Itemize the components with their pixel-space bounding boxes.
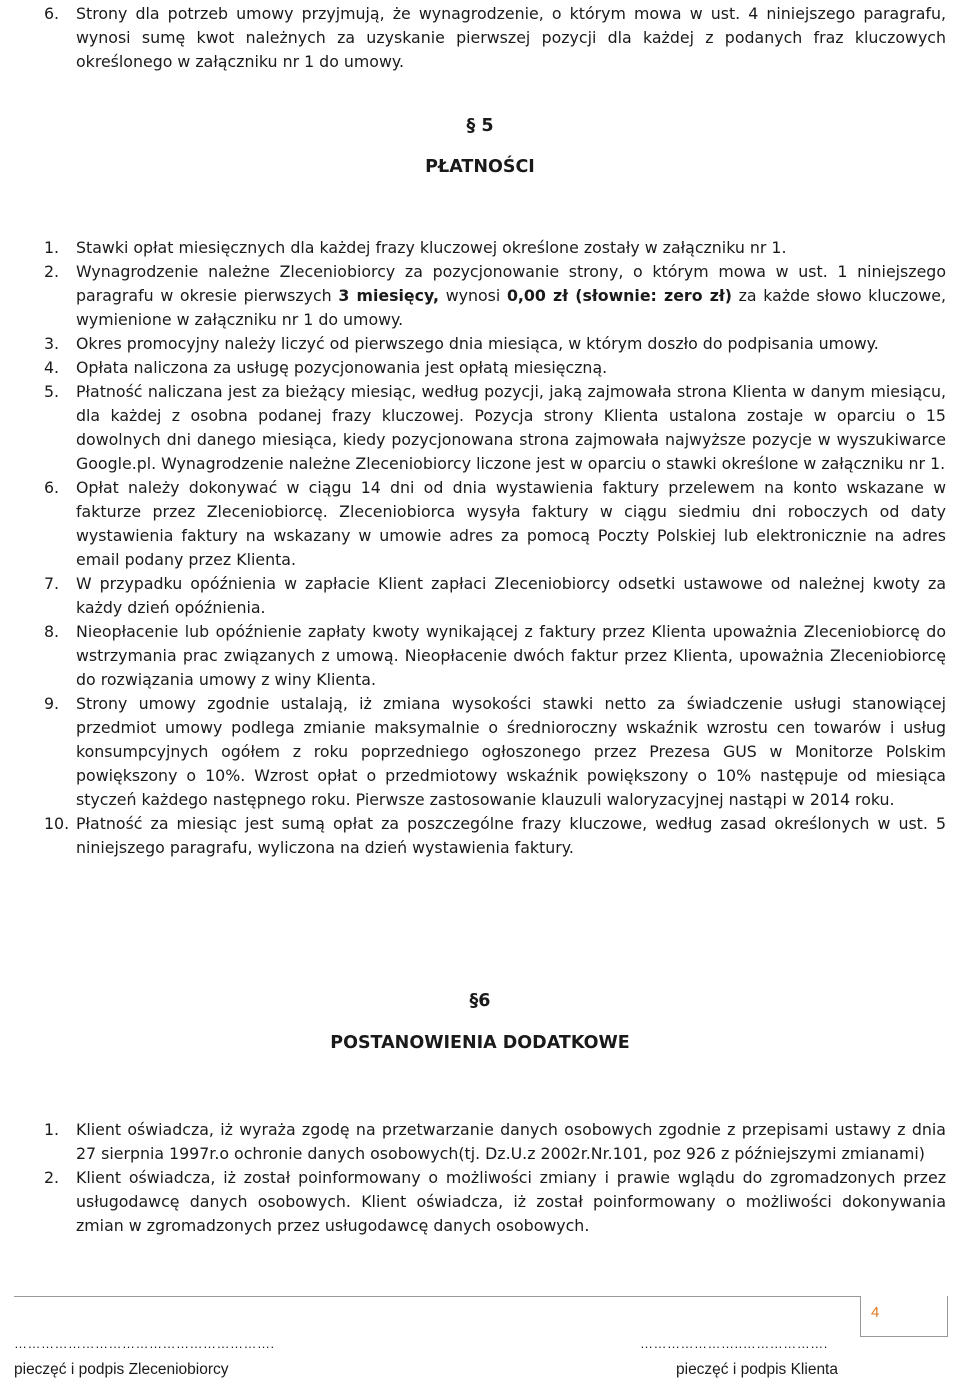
item-text: Opłat należy dokonywać w ciągu 14 dni od dnia wystawienia faktury przelewem na konto wskazane w fakturze przez Zleceniobiorcę. Zleceniobiorca wysyła faktury w ciągu siedmiu dni roboczych od daty wystawienia faktury na wskazany w umowie adres za pomocą Poczty Polskiej lub elektronicznie na adres email podany przez Klienta. <box>76 478 946 569</box>
section-6-title: POSTANOWIENIA DODATKOWE <box>330 1033 630 1053</box>
item-number: 8. <box>44 622 60 641</box>
section-6-list <box>0 1118 960 1238</box>
list-item <box>0 380 960 476</box>
signature-line-left: …………………………………………………. <box>14 1336 275 1351</box>
item-number: 2. <box>44 262 60 281</box>
item-number: 2. <box>44 1168 60 1187</box>
item-text-bold: 0,00 zł (słownie: zero zł) <box>506 286 732 305</box>
item-text-bold: 3 miesięcy, <box>338 286 440 305</box>
list-item <box>0 812 960 860</box>
list-item <box>0 1166 960 1238</box>
list-item <box>0 572 960 620</box>
item-text: Płatność za miesiąc jest sumą opłat za poszczególne frazy kluczowe, według zasad określonych w ust. 5 niniejszego paragrafu, wyliczona na dzień wystawienia faktury. <box>76 814 946 857</box>
item-number: 10. <box>44 814 70 833</box>
item-text: Nieopłacenie lub opóźnienie zapłaty kwoty wynikającej z faktury przez Klienta upoważnia Zleceniobiorcę do wstrzymania prac związanych z umową. Nieopłacenie dwóch faktur przez Klienta, upoważnia Zleceniobiorcę do rozwiązania umowy z winy Klienta. <box>76 622 946 689</box>
item-text: Klient oświadcza, iż został poinformowany o możliwości zmiany i prawie wglądu do zgromadzonych przez usługodawcę danych osobowych. Klient oświadcza, iż został poinformowany o możliwości dokonywania zmian w zgromadzonych przez usługodawcę danych osobowych. <box>76 1168 946 1235</box>
list-item <box>0 260 960 332</box>
item-text: Stawki opłat miesięcznych dla każdej frazy kluczowej określone zostały w załączniku nr 1. <box>76 238 787 257</box>
item-text: Strony dla potrzeb umowy przyjmują, że wynagrodzenie, o którym mowa w ust. 4 niniejszego paragrafu, wynosi sumę kwot należnych za uzyskanie pierwszej pozycji dla każdej z podanych fraz kluczowych określonego w załączniku nr 1 do umowy. <box>76 4 946 71</box>
item-text: Płatność naliczana jest za bieżący miesiąc, według pozycji, jaką zajmowała strona Klienta w danym miesiącu, dla każdej z osobna podanej frazy kluczowej. Pozycja strony Klienta ustalona zostaje w oparciu o 15 dowolnych dni danego miesiąca, kiedy pozycjonowana strona zajmowała najwyższe pozycje w wyszukiwarce Google.pl. Wynagrodzenie należne Zleceniobiorcy liczone jest w oparciu o stawki określone w załączniku nr 1. <box>76 382 946 473</box>
item-text-part: za każde słowo kluczowe, wymienione w załączniku nr 1 do umowy. <box>76 286 947 329</box>
item-text-part: wynosi <box>439 286 507 305</box>
item-text: Klient oświadcza, iż wyraża zgodę na przetwarzanie danych osobowych zgodnie z przepisami ustawy z dnia 27 sierpnia 1997r.o ochronie danych osobowych(tj. Dz.U.z 2002r.Nr.101, poz 926 z późniejszymi zmianami) <box>76 1120 946 1163</box>
list-item <box>0 620 960 692</box>
item-text: W przypadku opóźnienia w zapłacie Klient zapłaci Zleceniobiorcy odsetki ustawowe od należnej kwoty za każdy dzień opóźnienia. <box>76 574 946 617</box>
list-item <box>0 2 960 74</box>
list-item <box>0 692 960 812</box>
item-number: 5. <box>44 382 60 401</box>
list-item <box>0 332 960 356</box>
list-item <box>0 356 960 380</box>
section-5-title: PŁATNOŚCI <box>425 157 535 177</box>
item-text <box>76 260 946 332</box>
item-text-part: Wynagrodzenie należne Zleceniobiorcy za pozycjonowanie strony, o którym mowa w ust. 1 niniejszego paragrafu w okresie pierwszych <box>76 262 946 305</box>
list-item <box>0 236 960 260</box>
item-number: 1. <box>44 1120 60 1139</box>
section-6-symbol: §6 <box>469 991 491 1011</box>
item-text: Okres promocyjny należy liczyć od pierwszego dnia miesiąca, w którym doszło do podpisania umowy. <box>76 334 879 353</box>
signature-label-contractor: pieczęć i podpis Zleceniobiorcy <box>14 1361 229 1378</box>
footer-rule <box>14 1296 946 1297</box>
item-number: 7. <box>44 574 60 593</box>
item-number: 4. <box>44 358 60 377</box>
item-number: 6. <box>44 4 60 23</box>
item-number: 3. <box>44 334 60 353</box>
item-text: Strony umowy zgodnie ustalają, iż zmiana wysokości stawki netto za świadczenie usługi stanowiącej przedmiot umowy podlega zmianie maksymalnie o średnioroczny wskaźnik wzrostu cen towarów i usług konsumpcyjnych ogółem z roku poprzedniego ogłoszonego przez Prezesa GUS w Monitorze Polskim powiększony o 10%. Wzrost opłat o przedmiotowy wskaźnik powiększony o 10% następuje od miesiąca styczeń każdego następnego roku. Pierwsze zastosowanie klauzuli waloryzacyjnej nastąpi w 2014 roku. <box>76 694 946 809</box>
item-number: 9. <box>44 694 60 713</box>
list-item <box>0 476 960 572</box>
page-number-box <box>860 1296 948 1337</box>
top-list <box>0 2 960 74</box>
list-item <box>0 1118 960 1166</box>
section-5-symbol: § 5 <box>466 116 494 136</box>
page-number: 4 <box>871 1304 880 1321</box>
signature-line-right: …………………..………………. <box>640 1336 828 1351</box>
section-5-list <box>0 236 960 860</box>
item-number: 6. <box>44 478 60 497</box>
item-text: Opłata naliczona za usługę pozycjonowania jest opłatą miesięczną. <box>76 358 608 377</box>
signature-label-client: pieczęć i podpis Klienta <box>676 1361 838 1378</box>
item-number: 1. <box>44 238 60 257</box>
